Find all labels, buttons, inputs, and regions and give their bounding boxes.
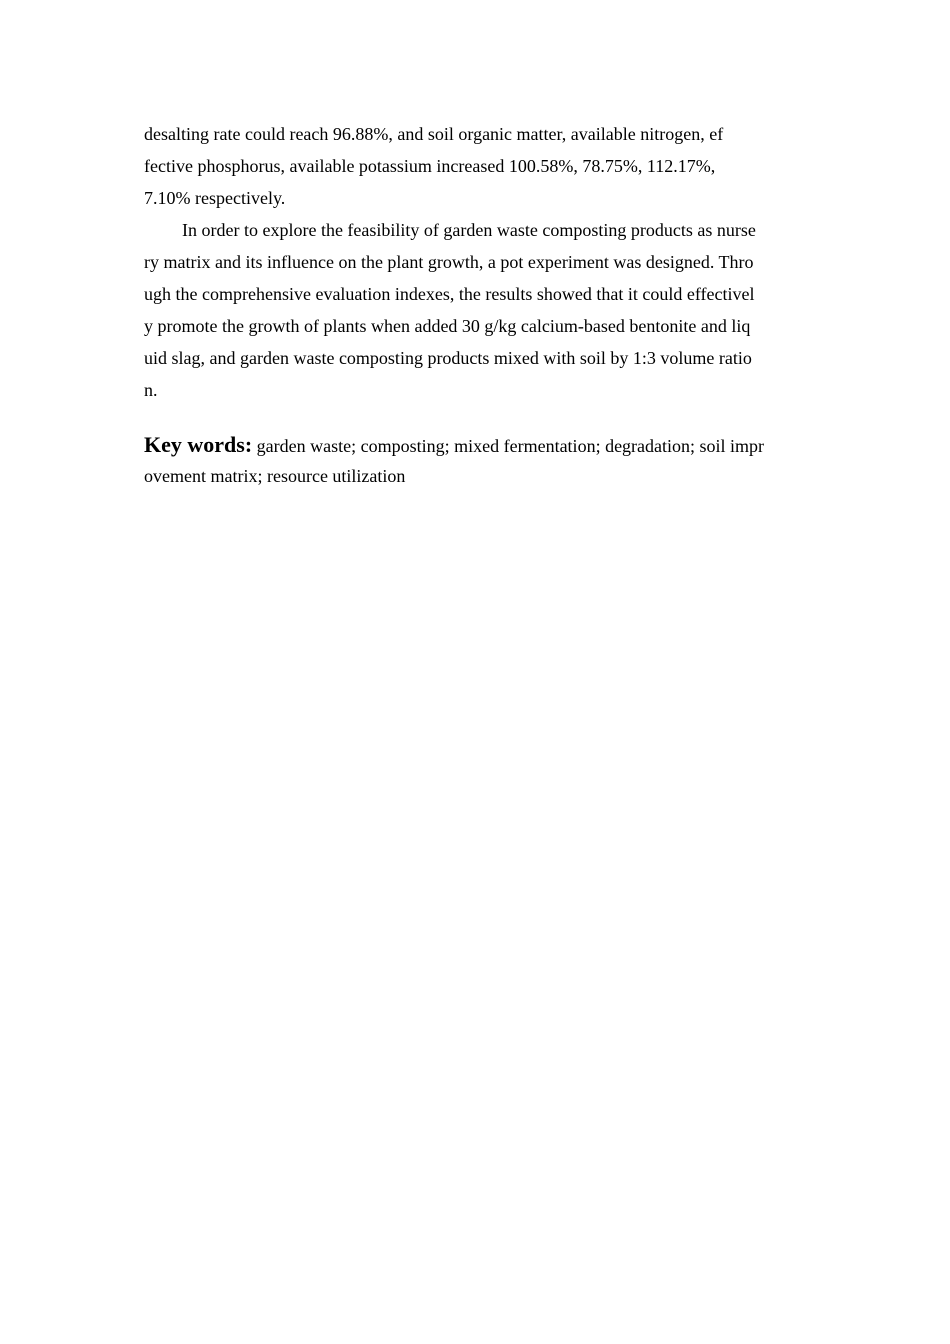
- text-line: ugh the comprehensive evaluation indexes, the results showed that it could effectivel: [144, 284, 755, 304]
- keywords-section: [144, 428, 804, 490]
- text-line: desalting rate could reach 96.88%, and soil organic matter, available nitrogen, ef: [144, 124, 724, 144]
- text-line: n.: [144, 380, 158, 400]
- text-line: 7.10% respectively.: [144, 188, 286, 208]
- text-line: ry matrix and its influence on the plant growth, a pot experiment was designed. Thro: [144, 252, 754, 272]
- keywords-line: ovement matrix; resource utilization: [144, 466, 406, 486]
- text-line: uid slag, and garden waste composting products mixed with soil by 1:3 volume ratio: [144, 348, 752, 368]
- abstract-paragraph-2: [144, 214, 804, 406]
- abstract-paragraph-1: [144, 118, 804, 214]
- text-line: fective phosphorus, available potassium increased 100.58%, 78.75%, 112.17%,: [144, 156, 716, 176]
- keywords-text: garden waste; composting; mixed fermentation; degradation; soil impr: [256, 436, 765, 456]
- keywords-label: Key words:: [144, 432, 253, 457]
- document-page-body: [144, 118, 804, 490]
- text-line: y promote the growth of plants when added 30 g/kg calcium-based bentonite and liq: [144, 316, 751, 336]
- keywords-line: [144, 428, 804, 462]
- text-line: In order to explore the feasibility of garden waste composting products as nurse: [182, 220, 756, 240]
